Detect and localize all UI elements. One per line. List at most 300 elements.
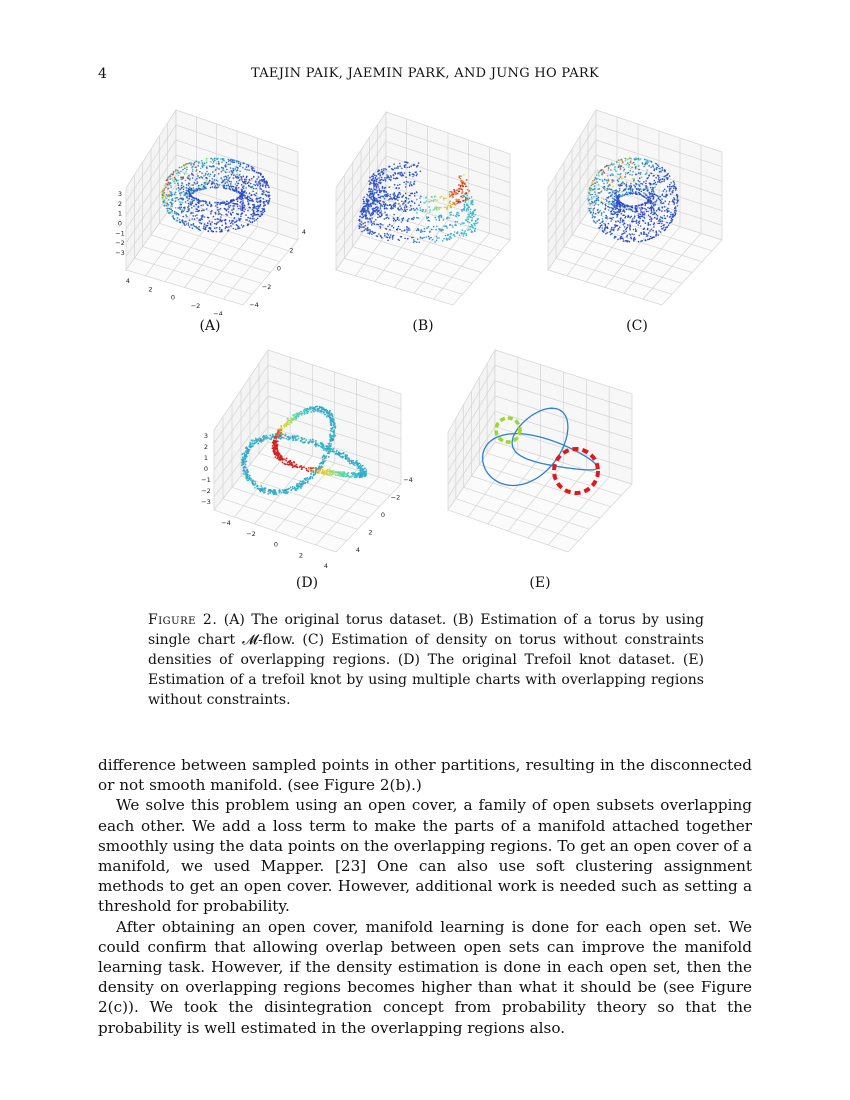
data-point xyxy=(252,439,254,441)
data-point xyxy=(443,197,445,199)
data-point xyxy=(463,174,465,176)
data-point xyxy=(470,226,472,228)
data-point xyxy=(190,185,192,187)
data-point xyxy=(661,195,663,197)
data-point xyxy=(181,212,183,214)
data-point xyxy=(440,196,442,198)
data-point xyxy=(651,203,653,205)
data-point xyxy=(364,471,366,473)
data-point xyxy=(242,186,244,188)
data-point xyxy=(588,200,590,202)
data-point xyxy=(385,191,387,193)
data-point xyxy=(338,451,340,453)
data-point xyxy=(203,226,205,228)
data-point xyxy=(250,200,252,202)
data-point xyxy=(627,215,629,217)
data-point xyxy=(404,172,406,174)
data-point xyxy=(220,177,222,179)
data-point xyxy=(181,166,183,168)
data-point xyxy=(243,188,245,190)
data-point xyxy=(614,190,616,192)
data-point xyxy=(443,219,445,221)
data-point xyxy=(457,231,459,233)
data-point xyxy=(191,199,193,201)
data-point xyxy=(276,454,278,456)
data-point xyxy=(398,196,400,198)
data-point xyxy=(650,183,652,185)
data-point xyxy=(197,206,199,208)
data-point xyxy=(674,207,676,209)
data-point xyxy=(651,218,653,220)
data-point xyxy=(228,207,230,209)
data-point xyxy=(427,220,429,222)
data-point xyxy=(235,175,237,177)
data-point xyxy=(632,163,634,165)
data-point xyxy=(636,222,638,224)
data-point xyxy=(187,177,189,179)
data-point xyxy=(181,197,183,199)
data-point xyxy=(230,181,232,183)
data-point xyxy=(260,197,262,199)
data-point xyxy=(231,161,233,163)
data-point xyxy=(621,234,623,236)
data-point xyxy=(225,228,227,230)
data-point xyxy=(362,217,364,219)
data-point xyxy=(280,457,282,459)
data-point xyxy=(259,180,261,182)
data-point xyxy=(186,223,188,225)
data-point xyxy=(429,238,431,240)
data-point xyxy=(431,200,433,202)
data-point xyxy=(194,162,196,164)
data-point xyxy=(472,225,474,227)
data-point xyxy=(260,201,262,203)
data-point xyxy=(406,162,408,164)
data-point xyxy=(189,162,191,164)
data-point xyxy=(193,163,195,165)
panel-d xyxy=(196,342,422,572)
data-point xyxy=(368,188,370,190)
data-point xyxy=(373,193,375,195)
data-point xyxy=(388,234,390,236)
data-point xyxy=(458,188,460,190)
data-point xyxy=(243,182,245,184)
data-point xyxy=(322,469,324,471)
data-point xyxy=(225,226,227,228)
data-point xyxy=(397,228,399,230)
data-point xyxy=(612,217,614,219)
data-point xyxy=(664,170,666,172)
data-point xyxy=(379,203,381,205)
data-point xyxy=(596,198,598,200)
data-point xyxy=(281,492,283,494)
data-point xyxy=(212,162,214,164)
data-point xyxy=(312,477,314,479)
data-point xyxy=(239,171,241,173)
data-point xyxy=(663,226,665,228)
data-point xyxy=(273,439,275,441)
data-point xyxy=(412,219,414,221)
data-point xyxy=(464,204,466,206)
data-point xyxy=(628,172,630,174)
data-point xyxy=(664,218,666,220)
data-point xyxy=(645,183,647,185)
data-point xyxy=(214,219,216,221)
data-point xyxy=(194,218,196,220)
data-point xyxy=(277,441,279,443)
data-point xyxy=(327,474,329,476)
data-point xyxy=(335,435,337,437)
data-point xyxy=(297,414,299,416)
data-point xyxy=(393,227,395,229)
data-point xyxy=(255,185,257,187)
data-point xyxy=(639,193,641,195)
data-point xyxy=(466,192,468,194)
data-point xyxy=(404,238,406,240)
data-point xyxy=(477,219,479,221)
data-point xyxy=(441,196,443,198)
data-point xyxy=(401,172,403,174)
data-point xyxy=(389,179,391,181)
data-point xyxy=(643,192,645,194)
data-point xyxy=(395,204,397,206)
data-point xyxy=(165,198,167,200)
data-point xyxy=(254,170,256,172)
data-point xyxy=(604,229,606,231)
data-point xyxy=(438,216,440,218)
data-point xyxy=(621,178,623,180)
data-point xyxy=(200,168,202,170)
data-point xyxy=(640,204,642,206)
data-point xyxy=(471,202,473,204)
data-point xyxy=(370,197,372,199)
data-point xyxy=(227,185,229,187)
data-point xyxy=(377,217,379,219)
data-point xyxy=(671,221,673,223)
data-point xyxy=(672,199,674,201)
data-point xyxy=(333,423,335,425)
data-point xyxy=(401,168,403,170)
data-point xyxy=(449,201,451,203)
data-point xyxy=(650,198,652,200)
data-point xyxy=(608,167,610,169)
data-point xyxy=(195,226,197,228)
data-point xyxy=(205,229,207,231)
data-point xyxy=(636,230,638,232)
data-point xyxy=(436,236,438,238)
data-point xyxy=(204,163,206,165)
data-point xyxy=(260,173,262,175)
data-point xyxy=(412,201,414,203)
data-point xyxy=(201,210,203,212)
data-point xyxy=(188,185,190,187)
data-point xyxy=(196,204,198,206)
data-point xyxy=(296,439,298,441)
data-point xyxy=(227,203,229,205)
data-point xyxy=(677,197,679,199)
data-point xyxy=(173,171,175,173)
data-point xyxy=(409,229,411,231)
data-point xyxy=(288,488,290,490)
data-point xyxy=(407,220,409,222)
data-point xyxy=(234,190,236,192)
data-point xyxy=(174,177,176,179)
data-point xyxy=(426,218,428,220)
data-point xyxy=(635,166,637,168)
data-point xyxy=(666,177,668,179)
data-point xyxy=(374,175,376,177)
data-point xyxy=(246,179,248,181)
data-point xyxy=(235,160,237,162)
data-point xyxy=(621,184,623,186)
data-point xyxy=(592,209,594,211)
data-point xyxy=(654,180,656,182)
data-point xyxy=(651,201,653,203)
data-point xyxy=(673,182,675,184)
data-point xyxy=(614,166,616,168)
data-point xyxy=(322,466,324,468)
data-point xyxy=(666,226,668,228)
data-point xyxy=(428,236,430,238)
data-point xyxy=(380,174,382,176)
data-point xyxy=(261,485,263,487)
data-point xyxy=(612,190,614,192)
data-point xyxy=(379,188,381,190)
data-point xyxy=(187,206,189,208)
data-point xyxy=(164,202,166,204)
data-point xyxy=(457,199,459,201)
data-point xyxy=(362,208,364,210)
data-point xyxy=(166,194,168,196)
data-point xyxy=(429,230,431,232)
data-point xyxy=(236,185,238,187)
data-point xyxy=(392,238,394,240)
data-point xyxy=(225,222,227,224)
x-tick-label: −2 xyxy=(190,301,201,310)
data-point xyxy=(649,216,651,218)
data-point xyxy=(238,183,240,185)
data-point xyxy=(237,226,239,228)
data-point xyxy=(592,202,594,204)
data-point xyxy=(408,198,410,200)
data-point xyxy=(612,198,614,200)
data-point xyxy=(238,192,240,194)
data-point xyxy=(629,217,631,219)
data-point xyxy=(221,230,223,232)
data-point xyxy=(426,200,428,202)
data-point xyxy=(624,176,626,178)
data-point xyxy=(181,187,183,189)
data-point xyxy=(458,215,460,217)
data-point xyxy=(367,195,369,197)
x-tick-label: −4 xyxy=(213,310,223,315)
data-point xyxy=(656,199,658,201)
data-point xyxy=(235,183,237,185)
data-point xyxy=(221,182,223,184)
data-point xyxy=(177,172,179,174)
data-point xyxy=(375,210,377,212)
data-point xyxy=(209,220,211,222)
data-point xyxy=(625,229,627,231)
data-point xyxy=(365,216,367,218)
data-point xyxy=(216,180,218,182)
data-point xyxy=(254,481,256,483)
panel-a-label: (A) xyxy=(199,318,221,334)
data-point xyxy=(379,226,381,228)
data-point xyxy=(660,182,662,184)
data-point xyxy=(264,211,266,213)
data-point xyxy=(403,201,405,203)
data-point xyxy=(629,164,631,166)
data-point xyxy=(384,190,386,192)
data-point xyxy=(420,196,422,198)
data-point xyxy=(298,486,300,488)
data-point xyxy=(641,216,643,218)
data-point xyxy=(449,224,451,226)
data-point xyxy=(223,176,225,178)
data-point xyxy=(380,210,382,212)
data-point xyxy=(231,159,233,161)
data-point xyxy=(259,186,261,188)
data-point xyxy=(652,214,654,216)
data-point xyxy=(324,473,326,475)
data-point xyxy=(628,188,630,190)
data-point xyxy=(266,191,268,193)
data-point xyxy=(228,211,230,213)
data-point xyxy=(650,207,652,209)
data-point xyxy=(192,215,194,217)
data-point xyxy=(638,169,640,171)
data-point xyxy=(300,441,302,443)
data-point xyxy=(250,221,252,223)
data-point xyxy=(178,199,180,201)
data-point xyxy=(217,184,219,186)
data-point xyxy=(446,218,448,220)
data-point xyxy=(188,224,190,226)
data-point xyxy=(393,175,395,177)
data-point xyxy=(667,173,669,175)
data-point xyxy=(231,199,233,201)
data-point xyxy=(214,227,216,229)
z-tick-label: −2 xyxy=(115,239,125,248)
z-tick-label: 3 xyxy=(117,190,123,198)
data-point xyxy=(620,204,622,206)
data-point xyxy=(378,177,380,179)
data-point xyxy=(460,232,462,234)
data-point xyxy=(247,195,249,197)
data-point xyxy=(377,194,379,196)
data-point xyxy=(634,164,636,166)
data-point xyxy=(237,177,239,179)
data-point xyxy=(176,173,178,175)
data-point xyxy=(236,213,238,215)
data-point xyxy=(672,190,674,192)
data-point xyxy=(336,450,338,452)
data-point xyxy=(263,205,265,207)
data-point xyxy=(397,217,399,219)
data-point xyxy=(189,187,191,189)
data-point xyxy=(469,228,471,230)
data-point xyxy=(182,219,184,221)
data-point xyxy=(417,239,419,241)
data-point xyxy=(179,221,181,223)
data-point xyxy=(177,213,179,215)
data-point xyxy=(195,179,197,181)
data-point xyxy=(398,194,400,196)
data-point xyxy=(594,221,596,223)
data-point xyxy=(594,182,596,184)
data-point xyxy=(647,199,649,201)
data-point xyxy=(276,494,278,496)
data-point xyxy=(647,190,649,192)
data-point xyxy=(236,166,238,168)
data-point xyxy=(602,203,604,205)
data-point xyxy=(416,192,418,194)
data-point xyxy=(237,201,239,203)
data-point xyxy=(318,445,320,447)
data-point xyxy=(640,173,642,175)
data-point xyxy=(214,202,216,204)
data-point xyxy=(367,203,369,205)
data-point xyxy=(322,455,324,457)
data-point xyxy=(242,206,244,208)
data-point xyxy=(632,218,634,220)
data-point xyxy=(635,192,637,194)
data-point xyxy=(186,169,188,171)
data-point xyxy=(232,162,234,164)
data-point xyxy=(398,187,400,189)
data-point xyxy=(614,237,616,239)
data-point xyxy=(617,191,619,193)
data-point xyxy=(615,171,617,173)
data-point xyxy=(212,159,214,161)
data-point xyxy=(316,406,318,408)
data-point xyxy=(394,196,396,198)
data-point xyxy=(360,464,362,466)
data-point xyxy=(449,212,451,214)
data-point xyxy=(180,202,182,204)
data-point xyxy=(297,488,299,490)
data-point xyxy=(326,411,328,413)
data-point xyxy=(606,232,608,234)
data-point xyxy=(588,192,590,194)
data-point xyxy=(594,185,596,187)
data-point xyxy=(359,468,361,470)
data-point xyxy=(658,207,660,209)
data-point xyxy=(402,173,404,175)
data-point xyxy=(378,197,380,199)
data-point xyxy=(660,171,662,173)
data-point xyxy=(405,210,407,212)
data-point xyxy=(268,201,270,203)
data-point xyxy=(196,199,198,201)
data-point xyxy=(362,223,364,225)
data-point xyxy=(201,217,203,219)
data-point xyxy=(474,225,476,227)
data-point xyxy=(606,226,608,228)
data-point xyxy=(241,177,243,179)
data-point xyxy=(213,161,215,163)
data-point xyxy=(409,195,411,197)
data-point xyxy=(199,185,201,187)
data-point xyxy=(176,179,178,181)
data-point xyxy=(376,198,378,200)
data-point xyxy=(591,194,593,196)
data-point xyxy=(356,460,358,462)
data-point xyxy=(451,237,453,239)
data-point xyxy=(251,199,253,201)
data-point xyxy=(450,207,452,209)
